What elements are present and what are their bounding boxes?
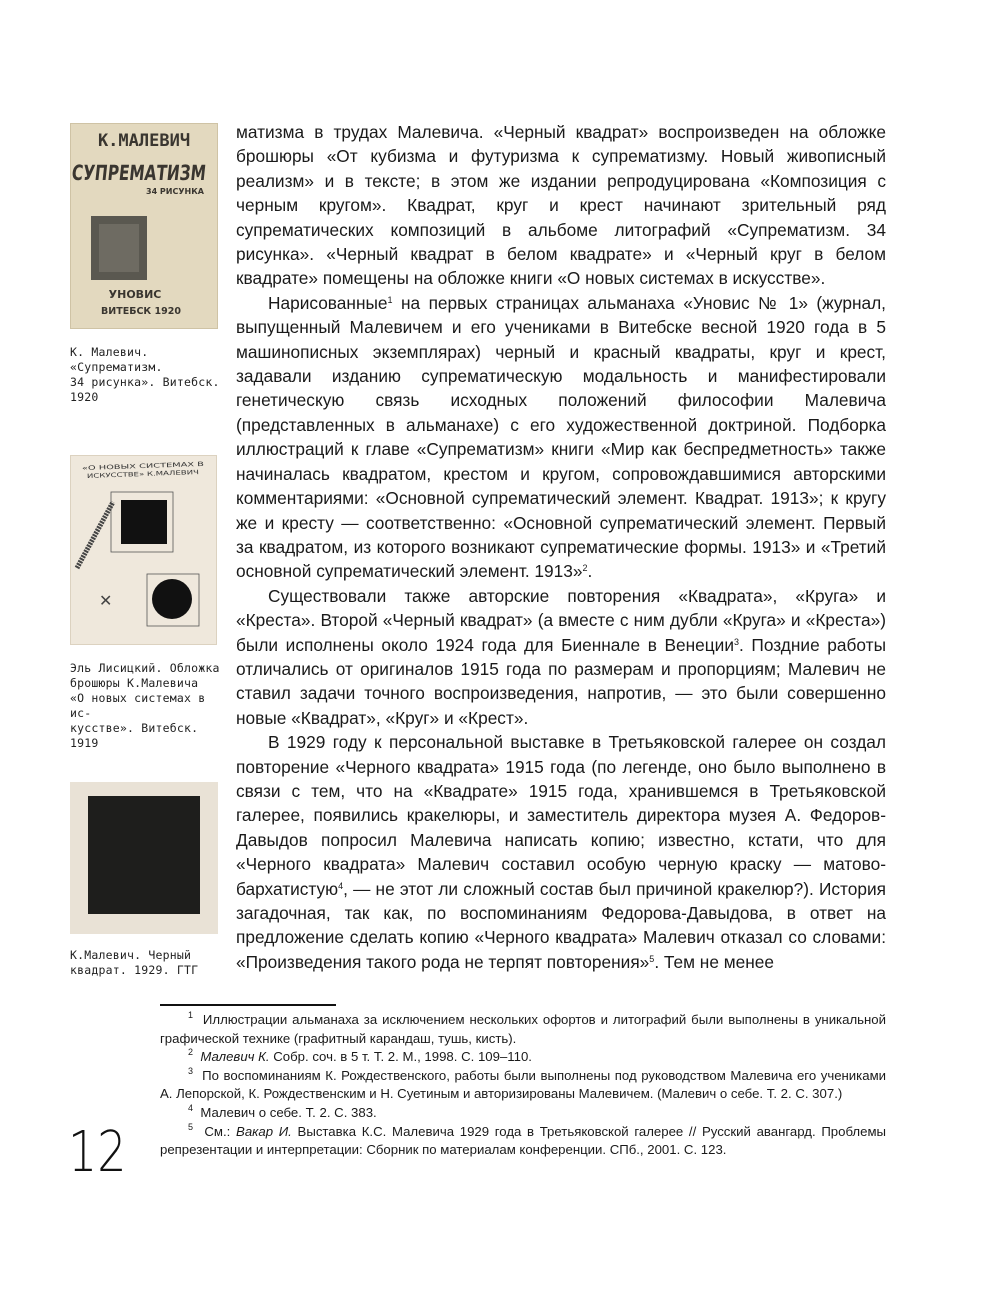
paragraph-4: В 1929 году к персональной выставке в Третьяковской галерее он создал повторение «Черного квадрата» 1915 года (по легенде, оно было выполнено в связи с тем, что на «Квадрате» 1915 года, хранившемся в Третьяковской галерее, появились кракелюры, и заместитель директора музея А. Федоров-Давыдов попросил Малевича написать копию; известно, кстати, что для «Черного квадрата» Малевич составил особую черную краску — матово-бархатистую$^4$, — не этот ли сложный состав был причиной кракелюр?). История загадочная, так как, по воспоминаниям Федорова-Давыдова, в ответ на предложение сделать копию «Черного квадрата» Малевич отказал со словами: «Произведения такого рода не терпят повторения»$^5$. Тем не менее bbox=[236, 732, 886, 972]
footnote-ref-4[interactable]: 4 bbox=[338, 880, 344, 891]
footnote-5: $^5$ См.: Вакар И. Выставка К.С. Малевича 1929 года в Третьяковской галерее // Русский авангард. Проблемы репрезентации и интерпретации: Сборник по материалам конференции. СПб., 2001. С. 123. bbox=[160, 1121, 887, 1158]
footnote-ref-5[interactable]: 5 bbox=[649, 953, 655, 964]
footnote-3: $^3$ По воспоминаниям К. Рождественского, работы были выполнены под руководством Малевича его учениками А. Лепорской, К. Рождественским и Н. Суетиным и авторизированы Малевичем. (Малевич о себе. Т. 2. С. 307.) bbox=[160, 1065, 886, 1102]
caption-suprematism: К. Малевич. «Супрематизм. 34 рисунка». Витебск. 1920 bbox=[70, 345, 220, 404]
svg-text:✕: ✕ bbox=[99, 591, 113, 610]
cover1-city-year: ВИТЕБСК 1920 bbox=[101, 306, 181, 317]
caption-black-square: К.Малевич. Черный квадрат. 1929. ГТГ bbox=[70, 948, 199, 977]
main-text bbox=[236, 120, 886, 974]
paragraph-3: Существовали также авторские повторения «Квадрата», «Круга» и «Креста». Второй «Черный квадрат» (а вместе с ним дубли «Круга» и «Креста») были исполнены около 1924 года для Биеннале в Венеции$^3$. Поздние работы отличались от оригиналов 1915 года по размерам и пропорциям; Малевич не ставил задачи точного воспроизведения, напротив, — это были совершенно новые «Квадрат», «Круг» и «Крест». bbox=[236, 585, 886, 728]
footnote-2: $^2$ Малевич К. Собр. соч. в 5 т. Т. 2. М., 1998. С. 109–110. bbox=[188, 1047, 532, 1065]
black-square-image bbox=[70, 782, 218, 934]
cover2-header-line2: ИСКУССТВЕ» К.МАЛЕВИЧ bbox=[86, 470, 166, 480]
cover1-author: К.МАЛЕВИЧ bbox=[97, 131, 191, 151]
footnote-4: $^4$ Малевич о себе. Т. 2. С. 383. bbox=[188, 1102, 377, 1120]
cover2-header-line1: «О НОВЫХ СИСТЕМАХ В bbox=[81, 462, 157, 473]
cover1-title: СУПРЕМАТИЗМ bbox=[70, 160, 257, 185]
footnote-1: $^1$ Иллюстрации альманаха за исключением нескольких офортов и литографий были выполнены в уникальной графической технике (графитный карандаш, тушь, кисть). bbox=[160, 1010, 887, 1046]
footnote-ref-1[interactable]: 1 bbox=[387, 294, 393, 305]
paragraph-2: Нарисованные$^1$ на первых страницах альманаха «Уновис № 1» (журнал, выпущенный Малевичем и его учениками в Витебске весной 1920 года в 5 машинописных экземплярах) черный и красный квадраты, круг и крест, задавали изданию супрематическую модальность и манифестировали генетическую связь исходных положений философии Малевича (представленных в альманахе) с его художественной доктриной. Подборка иллюстраций к главе «Супрематизм» книги «Мир как беспредметность» также начиналась квадратом, крестом и кругом, сопровождавшимися авторскими комментариями: «Основной супрематический элемент. Квадрат. 1913»; к кругу же и кресту — соответственно: «Основной супрематический элемент. Первый за квадратом, из которого возникают супрематические формы. 1913» и «Третий основной супрематический элемент. 1913»$^2$. bbox=[236, 292, 886, 582]
page-number: 12 bbox=[68, 1120, 127, 1185]
footnotes bbox=[160, 1011, 886, 1160]
cover1-subtitle: 34 РИСУНКА bbox=[146, 187, 204, 196]
footnote-divider bbox=[160, 1004, 336, 1006]
cover1-publisher: УНОВИС bbox=[108, 288, 162, 301]
suprematism-cover-image bbox=[70, 123, 257, 329]
paragraph-1: матизма в трудах Малевича. «Черный квадрат» воспроизведен на обложке брошюры «От кубизма и футуризма к супрематизму. Новый живописный реализм» и в тексте; в этом же издании репродуцирована «Композиция с черным кругом». Квадрат, круг и крест начинают зрительный ряд супрематических композиций в альбоме литографий «Супрематизм. 34 рисунка». «Черный квадрат в белом квадрате» и «Черный круг в белом квадрате» помещены на обложке книги «О новых системах в искусстве». bbox=[236, 122, 886, 289]
new-systems-cover-image bbox=[70, 455, 217, 645]
footnote-ref-3[interactable]: 3 bbox=[734, 636, 740, 647]
caption-new-systems: Эль Лисицкий. Обложка брошюры К.Малевича «О новых системах в ис- кусстве». Витебск. 1919 bbox=[70, 661, 220, 750]
footnote-ref-2[interactable]: 2 bbox=[582, 563, 588, 574]
